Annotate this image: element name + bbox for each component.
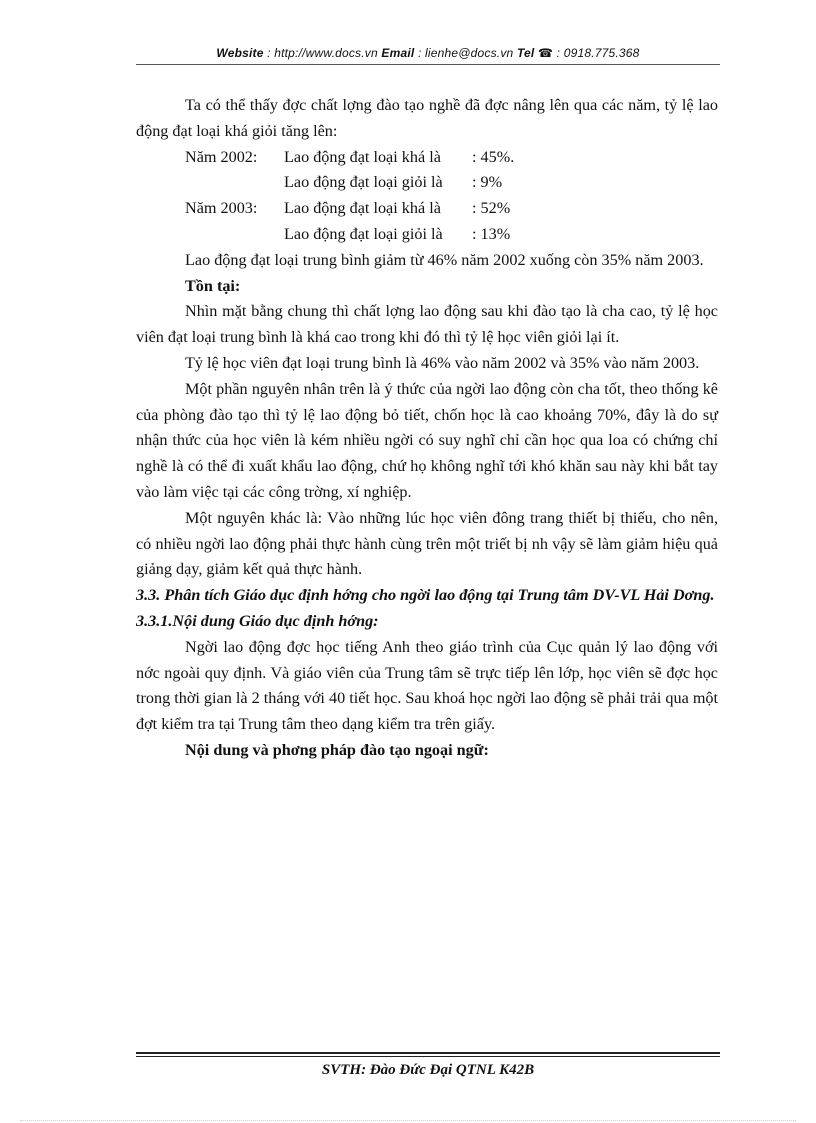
tel-label: Tel xyxy=(516,46,535,60)
email-value: : lienhe@docs.vn xyxy=(414,46,517,60)
paragraph-english-course: Ngời lao động đợc học tiếng Anh theo giáo trình của Cục quản lý lao động với nớc ngoài quy định. Và giáo viên của Trung tâm sẽ trực tiếp lên lớp, học viên sẽ đợc học trong thời gian là 2 tháng với 40 tiết học. Sau khoá học ngời lao động sẽ phải trải qua một đợt kiểm tra tại Trung tâm theo dạng kiểm tra trên giấy. xyxy=(136,637,718,734)
page-header xyxy=(136,46,720,60)
section-heading-3-3: 3.3. Phân tích Giáo dục định hớng cho ngời lao động tại Trung tâm DV-VL Hải Dơng. xyxy=(136,586,715,605)
section-heading-3-3-1: 3.3.1.Nội dung Giáo dục định hớng: xyxy=(136,611,379,630)
paragraph-quality: Ta có thể thấy đợc chất lợng đào tạo nghề đã đợc nâng lên qua các năm, tỷ lệ lao động đạt loại khá giỏi tăng lên: xyxy=(136,96,718,140)
stat-year: Năm 2002: xyxy=(185,147,258,166)
paragraph-average-decline: Lao động đạt loại trung bình giảm từ 46% năm 2002 xuống còn 35% năm 2003. xyxy=(185,250,704,269)
tel-value: : 0918.775.368 xyxy=(553,46,640,60)
heading-ton-tai: Tồn tại: xyxy=(185,276,241,295)
footer-divider-thick xyxy=(136,1052,720,1054)
stat-row xyxy=(136,222,718,248)
stat-year xyxy=(136,170,284,196)
stat-row xyxy=(136,145,718,171)
page-edge xyxy=(20,1120,796,1121)
footer-divider-thin xyxy=(136,1056,720,1057)
stat-value: : 13% xyxy=(472,224,511,243)
stat-label: Lao động đạt loại khá là xyxy=(284,147,441,166)
website-label: Website xyxy=(216,46,264,60)
paragraph-overview: Nhìn mặt bằng chung thì chất lợng lao động sau khi đào tạo là cha cao, tỷ lệ học viên đạt loại trung bình là khá cao trong khi đó thì tỷ lệ học viên giỏi lại ít. xyxy=(136,302,718,347)
stat-year: Năm 2003: xyxy=(185,199,258,218)
document-body xyxy=(136,93,718,764)
stat-value: : 45%. xyxy=(472,147,515,166)
page-footer: SVTH: Đào Đức Đại QTNL K42B xyxy=(321,1062,535,1078)
stat-row xyxy=(136,170,718,196)
email-label: Email xyxy=(381,46,415,60)
stat-value: : 9% xyxy=(472,173,503,192)
paragraph-cause: Một phần nguyên nhân trên là ý thức của ngời lao động còn cha tốt, theo thống kê của phòng đào tạo thì tỷ lệ lao động bỏ tiết, chốn học là cao khoảng 70%, đây là do sự nhận thức của học viên là kém nhiều ngời có suy nghĩ chỉ cần học qua loa có chứng chỉ nghề là có thể đi xuất khẩu lao động, chứ họ không nghĩ tới khó khăn sau này khi bắt tay vào làm việc tại các công trờng, xí nghiệp. xyxy=(136,379,718,501)
stat-label: Lao động đạt loại khá là xyxy=(284,199,441,218)
heading-language-training: Nội dung và phơng pháp đào tạo ngoại ngữ: xyxy=(185,740,489,759)
stat-label: Lao động đạt loại giỏi là xyxy=(284,224,443,243)
stat-year xyxy=(136,222,284,248)
stat-value: : 52% xyxy=(472,199,511,218)
paragraph-equipment: Một nguyên khác là: Vào những lúc học viên đông trang thiết bị thiếu, cho nên, có nhiều ngời lao động phải thực hành cùng trên một triết bị nh vậy sẽ làm giảm hiệu quả giảng dạy, giảm kết quả thực hành. xyxy=(136,508,718,579)
paragraph-average-rate: Tỷ lệ học viên đạt loại trung bình là 46% vào năm 2002 và 35% vào năm 2003. xyxy=(185,353,700,372)
phone-icon: ☎ xyxy=(537,46,554,60)
stat-row xyxy=(136,196,718,222)
stat-label: Lao động đạt loại giỏi là xyxy=(284,173,443,192)
website-value: : http://www.docs.vn xyxy=(263,46,382,60)
header-divider xyxy=(136,64,720,65)
